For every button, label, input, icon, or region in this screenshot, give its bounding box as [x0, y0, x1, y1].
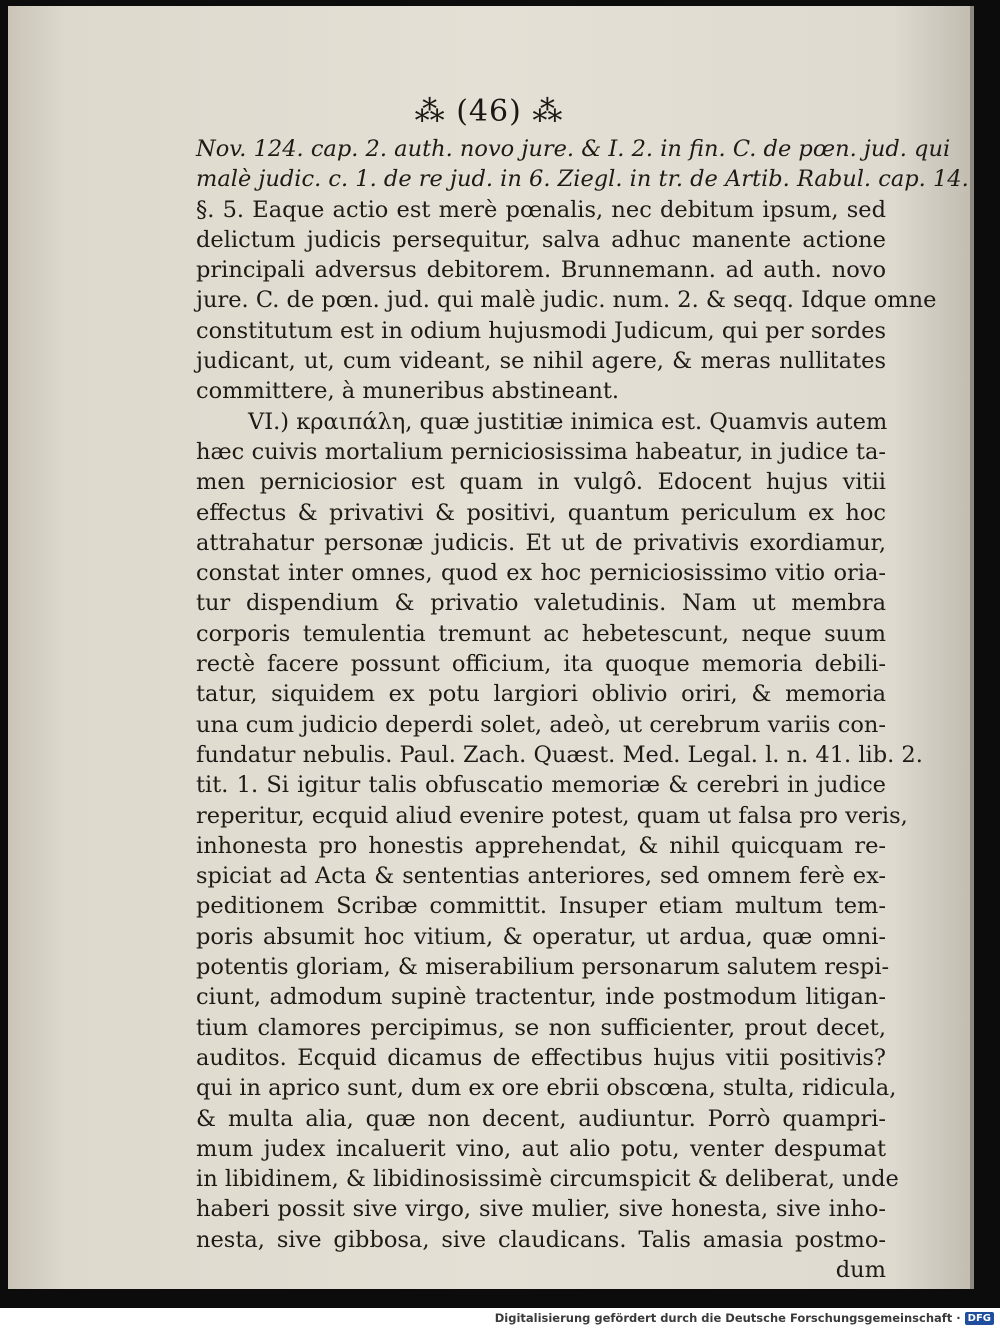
text-line: reperitur, ecquid aliud evenire potest, quam ut falsa pro veris,: [196, 802, 908, 829]
text-line: auditos. Ecquid dicamus de effectibus hujus vitii positivis?: [196, 1044, 886, 1071]
text-line: malè judic. c. 1. de re jud. in 6. Ziegl. in tr. de Artib. Rabul. cap. 14.: [196, 166, 969, 193]
text-line: jure. C. de pœn. jud. qui malè judic. num. 2. & seqq. Idque omne: [196, 287, 937, 314]
text-line: corporis temulentia tremunt ac hebetescunt, neque suum: [196, 620, 886, 647]
text-line: fundatur nebulis. Paul. Zach. Quæst. Med. Legal. l. n. 41. lib. 2.: [196, 741, 923, 768]
page-text: [196, 134, 969, 1285]
catchword: dum: [835, 1256, 886, 1283]
text-line: VI.) κραιπάλη, quæ justitiæ inimica est. Quamvis autem: [248, 408, 888, 435]
text-line: delictum judicis persequitur, salva adhuc manente actione: [196, 226, 886, 253]
text-line: poris absumit hoc vitium, & operatur, ut ardua, quæ omni-: [196, 923, 886, 950]
text-line: peditionem Scribæ committit. Insuper etiam multum tem-: [196, 893, 886, 920]
text-line: tit. 1. Si igitur talis obfuscatio memoriæ & cerebri in judice: [196, 772, 886, 799]
text-line: committere, à muneribus abstineant.: [196, 378, 620, 405]
text-line: potentis gloriam, & miserabilium personarum salutem respi-: [196, 954, 890, 981]
text-line: haberi possit sive virgo, sive mulier, sive honesta, sive inho-: [196, 1196, 886, 1223]
dfg-logo-icon: DFG: [965, 1312, 994, 1325]
text-line: & multa alia, quæ non decent, audiuntur. Porrò quampri-: [196, 1105, 886, 1132]
footer-separator: ·: [956, 1311, 961, 1325]
text-line: judicant, ut, cum videant, se nihil agere, & meras nullitates: [196, 348, 886, 375]
text-line: hæc cuivis mortalium perniciosissima habeatur, in judice ta-: [196, 438, 886, 465]
text-line: principali adversus debitorem. Brunnemann. ad auth. novo: [196, 257, 886, 284]
text-line: spiciat ad Acta & sententias anteriores, sed omnem ferè ex-: [196, 863, 886, 890]
text-line: ciunt, admodum supinè tractentur, inde postmodum litigan-: [196, 984, 886, 1011]
text-line: effectus & privativi & positivi, quantum periculum ex hoc: [196, 499, 886, 526]
text-line: mum judex incaluerit vino, aut alio potu, venter despumat: [196, 1135, 886, 1162]
text-line: Nov. 124. cap. 2. auth. novo jure. & I. 2. in fin. C. de pœn. jud. qui: [196, 136, 951, 162]
text-line: nesta, sive gibbosa, sive claudicans. Talis amasia postmo-: [196, 1226, 886, 1253]
book-page: [8, 6, 974, 1289]
text-line: constitutum est in odium hujusmodi Judicum, qui per sordes: [196, 317, 886, 344]
text-line: una cum judicio deperdi solet, adeò, ut cerebrum variis con-: [196, 711, 886, 738]
text-line: tur dispendium & privatio valetudinis. Nam ut membra: [196, 590, 886, 617]
text-line: tium clamores percipimus, se non sufficienter, prout decet,: [196, 1014, 886, 1041]
text-line: rectè facere possunt officium, ita quoque memoria debili-: [196, 651, 886, 678]
text-line: in libidinem, & libidinosissimè circumspicit & deliberat, unde: [196, 1166, 899, 1193]
text-line: men perniciosior est quam in vulgô. Edocent hujus vitii: [196, 469, 886, 496]
text-line: qui in aprico sunt, dum ex ore ebrii obscœna, stulta, ridicula,: [196, 1075, 897, 1102]
text-line: tatur, siquidem ex potu largiori oblivio oriri, & memoria: [196, 681, 886, 708]
text-line: constat inter omnes, quod ex hoc perniciosissimo vitio oria-: [196, 560, 886, 587]
text-line: §. 5. Eaque actio est merè pœnalis, nec debitum ipsum, sed: [196, 196, 886, 223]
page-number: ⁂ (46) ⁂: [414, 94, 564, 129]
text-line: attrahatur personæ judicis. Et ut de privativis exordiamur,: [196, 529, 886, 556]
footer-text: Digitalisierung gefördert durch die Deutsche Forschungsgemeinschaft: [494, 1311, 953, 1325]
text-line: inhonesta pro honestis apprehendat, & nihil quicquam re-: [196, 832, 886, 859]
funding-footer: [495, 1311, 994, 1325]
